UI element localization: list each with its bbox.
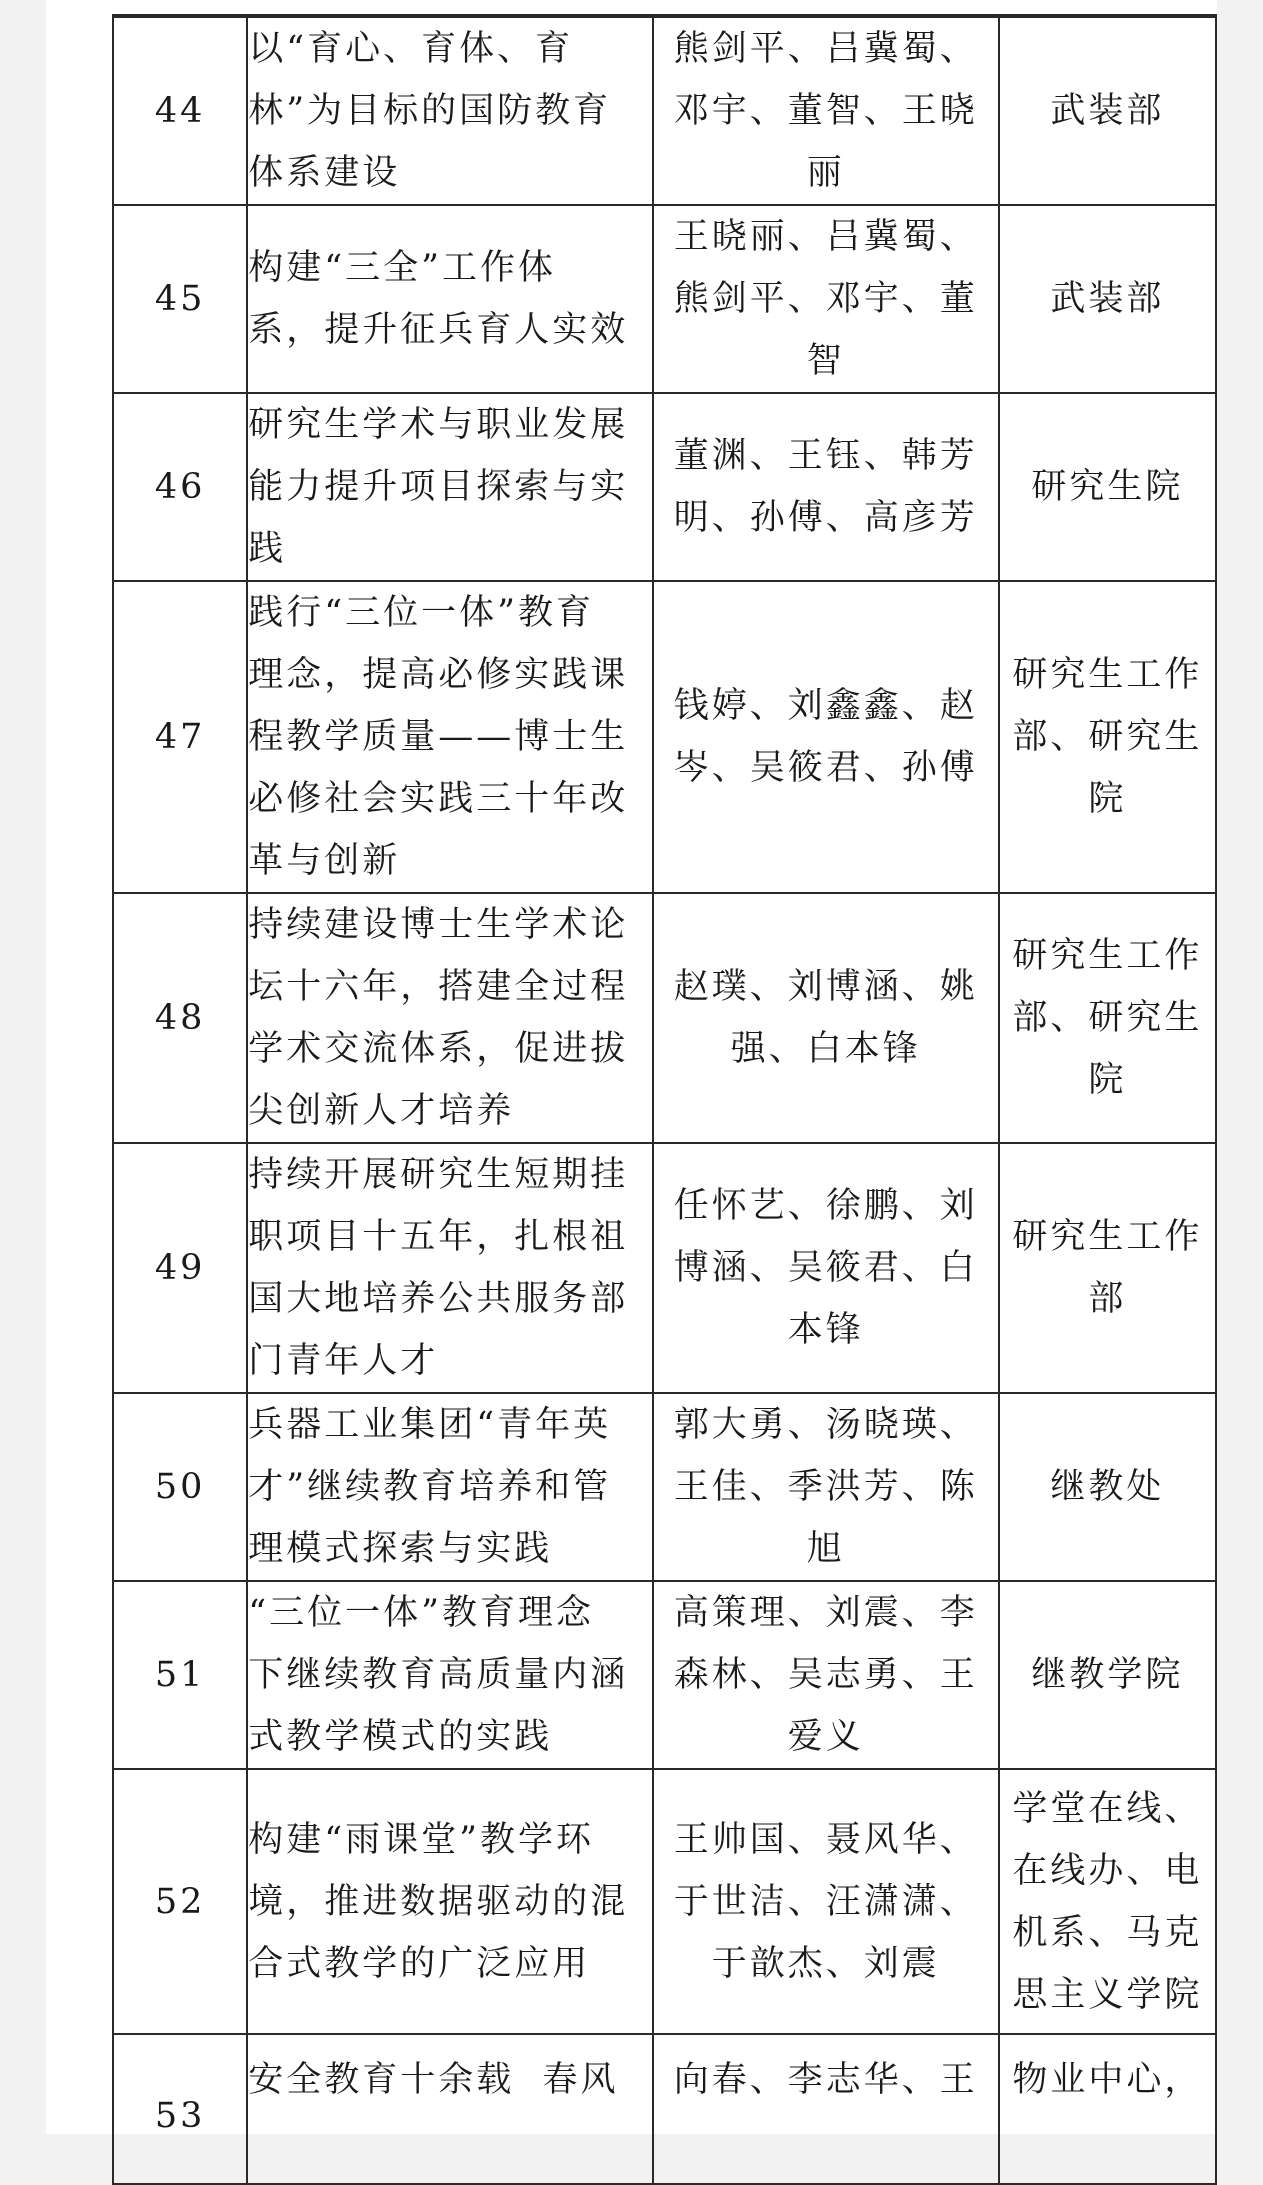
project-members: 王晓丽、吕冀蜀、 熊剑平、邓宇、董 智 (653, 205, 999, 393)
row-number: 50 (113, 1393, 247, 1581)
project-table (112, 14, 1217, 2185)
project-title: 兵器工业集团“青年英 才”继续教育培养和管 理模式探索与实践 (247, 1393, 652, 1581)
project-members: 郭大勇、汤晓瑛、 王佳、季洪芳、陈 旭 (653, 1393, 999, 1581)
row-number: 44 (113, 17, 247, 205)
project-members: 高策理、刘震、李 森林、吴志勇、王 爱义 (653, 1581, 999, 1769)
responsible-unit: 武装部 (999, 205, 1216, 393)
table-row (113, 393, 1216, 581)
project-members: 熊剑平、吕冀蜀、 邓宇、董智、王晓 丽 (653, 17, 999, 205)
project-members: 赵璞、刘博涵、姚 强、白本锋 (653, 893, 999, 1143)
document-page (46, 0, 1217, 2134)
row-number: 45 (113, 205, 247, 393)
responsible-unit: 继教学院 (999, 1581, 1216, 1769)
table-row (113, 205, 1216, 393)
row-number: 51 (113, 1581, 247, 1769)
row-number: 46 (113, 393, 247, 581)
table-row (113, 1143, 1216, 1393)
responsible-unit: 武装部 (999, 17, 1216, 205)
row-number: 52 (113, 1769, 247, 2034)
responsible-unit: 继教处 (999, 1393, 1216, 1581)
responsible-unit: 研究生工作 部、研究生 院 (999, 581, 1216, 893)
responsible-unit: 研究生工作 部、研究生 院 (999, 893, 1216, 1143)
row-number: 49 (113, 1143, 247, 1393)
responsible-unit: 物业中心， (999, 2034, 1216, 2184)
table-row (113, 1393, 1216, 1581)
row-number: 48 (113, 893, 247, 1143)
project-members: 钱婷、刘鑫鑫、赵 岑、吴筱君、孙傅 (653, 581, 999, 893)
table-row (113, 2034, 1216, 2184)
row-number: 53 (113, 2034, 247, 2184)
project-members: 董渊、王钰、韩芳 明、孙傅、高彦芳 (653, 393, 999, 581)
table-row (113, 1581, 1216, 1769)
table-row (113, 1769, 1216, 2034)
project-members: 向春、李志华、王 (653, 2034, 999, 2184)
project-title: 持续开展研究生短期挂 职项目十五年，扎根祖 国大地培养公共服务部 门青年人才 (247, 1143, 652, 1393)
project-title: 以“育心、育体、育 林”为目标的国防教育 体系建设 (247, 17, 652, 205)
project-title: 构建“三全”工作体 系，提升征兵育人实效 (247, 205, 652, 393)
responsible-unit: 研究生工作 部 (999, 1143, 1216, 1393)
table-row (113, 17, 1216, 205)
responsible-unit: 研究生院 (999, 393, 1216, 581)
project-members: 王帅国、聂风华、 于世洁、汪潇潇、 于歆杰、刘震 (653, 1769, 999, 2034)
project-title: 研究生学术与职业发展 能力提升项目探索与实 践 (247, 393, 652, 581)
project-title: 持续建设博士生学术论 坛十六年，搭建全过程 学术交流体系，促进拔 尖创新人才培养 (247, 893, 652, 1143)
table-row (113, 581, 1216, 893)
project-title: “三位一体”教育理念 下继续教育高质量内涵 式教学模式的实践 (247, 1581, 652, 1769)
responsible-unit: 学堂在线、 在线办、电 机系、马克 思主义学院 (999, 1769, 1216, 2034)
project-title: 践行“三位一体”教育 理念，提高必修实践课 程教学质量——博士生 必修社会实践三十年改 革与创新 (247, 581, 652, 893)
table-row (113, 893, 1216, 1143)
row-number: 47 (113, 581, 247, 893)
project-members: 任怀艺、徐鹏、刘 博涵、吴筱君、白 本锋 (653, 1143, 999, 1393)
project-title: 构建“雨课堂”教学环 境，推进数据驱动的混 合式教学的广泛应用 (247, 1769, 652, 2034)
project-title: 安全教育十余载 春风 (247, 2034, 652, 2184)
